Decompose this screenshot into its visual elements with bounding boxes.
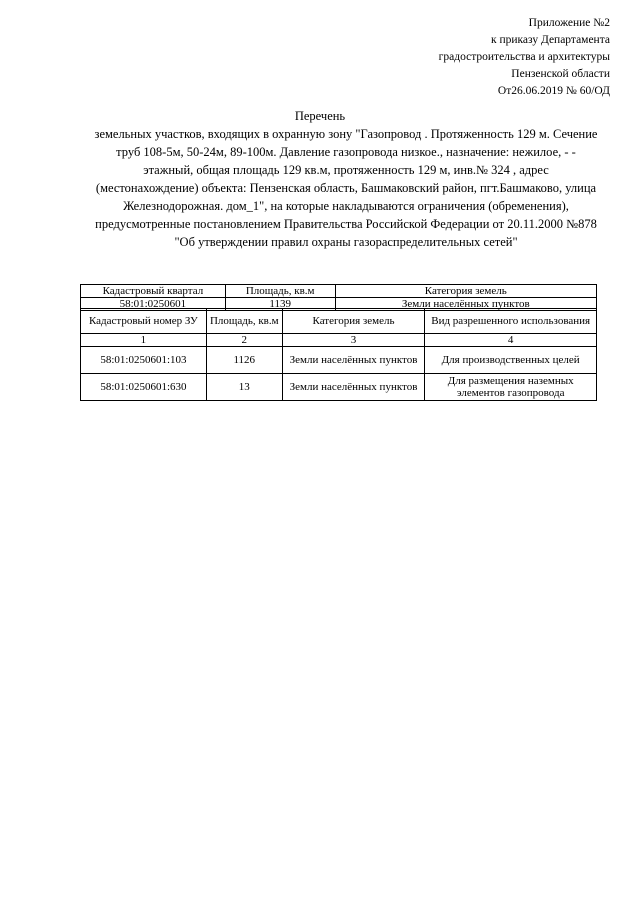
column-number-row bbox=[81, 334, 597, 347]
column-number: 1 bbox=[81, 334, 207, 347]
appendix-header bbox=[439, 15, 610, 100]
column-number: 4 bbox=[425, 334, 597, 347]
table-cell: 58:01:0250601:103 bbox=[81, 347, 207, 374]
subtitle-line: предусмотренные постановлением Правительства Российской Федерации от 20.11.2000 №878 bbox=[95, 217, 597, 231]
document-subtitle bbox=[78, 125, 614, 251]
column-number: 2 bbox=[206, 334, 282, 347]
appendix-region: Пензенской области bbox=[511, 68, 610, 80]
appendix-order-ref: к приказу Департамента bbox=[491, 34, 610, 46]
table-header-row bbox=[81, 285, 597, 298]
table-cell: Для производственных целей bbox=[425, 347, 597, 374]
header-cell: Категория земель bbox=[335, 285, 596, 298]
appendix-number: Приложение №2 bbox=[528, 17, 610, 29]
table-cell: 1139 bbox=[225, 298, 335, 311]
table-cell: Для размещения наземных элементов газопровода bbox=[425, 374, 597, 401]
table-cell: 58:01:0250601:630 bbox=[81, 374, 207, 401]
subtitle-line: этажный, общая площадь 129 кв.м, протяженность 129 м, инв.№ 324 , адрес bbox=[143, 163, 549, 177]
document-title: Перечень bbox=[294, 109, 346, 123]
header-cell: Вид разрешенного использования bbox=[425, 309, 597, 334]
table-cell: Земли населённых пунктов bbox=[282, 347, 425, 374]
column-number: 3 bbox=[282, 334, 425, 347]
table-header-row bbox=[81, 309, 597, 334]
header-cell: Кадастровый номер ЗУ bbox=[81, 309, 207, 334]
subtitle-line: труб 108-5м, 50-24м, 89-100м. Давление газопровода низкое., назначение: нежилое, - - bbox=[116, 145, 576, 159]
table-row bbox=[81, 347, 597, 374]
subtitle-line: земельных участков, входящих в охранную зону "Газопровод . Протяженность 129 м. Сечение bbox=[94, 127, 598, 141]
subtitle-line: Железнодорожная. дом_1", на которые накладываются ограничения (обременения), bbox=[123, 199, 569, 213]
header-cell: Категория земель bbox=[282, 309, 425, 334]
table-cell: Земли населённых пунктов bbox=[335, 298, 596, 311]
subtitle-line: "Об утверждении правил охраны газораспределительных сетей" bbox=[174, 235, 518, 249]
header-cell: Площадь, кв.м bbox=[206, 309, 282, 334]
table-cell: 1126 bbox=[206, 347, 282, 374]
header-cell: Кадастровый квартал bbox=[81, 285, 226, 298]
table-row bbox=[81, 374, 597, 401]
cadastral-quarter-table bbox=[80, 284, 597, 311]
table-cell: Земли населённых пунктов bbox=[282, 374, 425, 401]
appendix-date-number: От26.06.2019 № 60/ОД bbox=[497, 85, 610, 97]
appendix-department: градостроительства и архитектуры bbox=[438, 51, 610, 63]
table-cell: 13 bbox=[206, 374, 282, 401]
header-cell: Площадь, кв.м bbox=[225, 285, 335, 298]
table-cell: 58:01:0250601 bbox=[81, 298, 226, 311]
subtitle-line: (местонахождение) объекта: Пензенская область, Башмаковский район, пгт.Башмаково, улица bbox=[95, 181, 597, 195]
land-parcels-table bbox=[80, 308, 597, 401]
